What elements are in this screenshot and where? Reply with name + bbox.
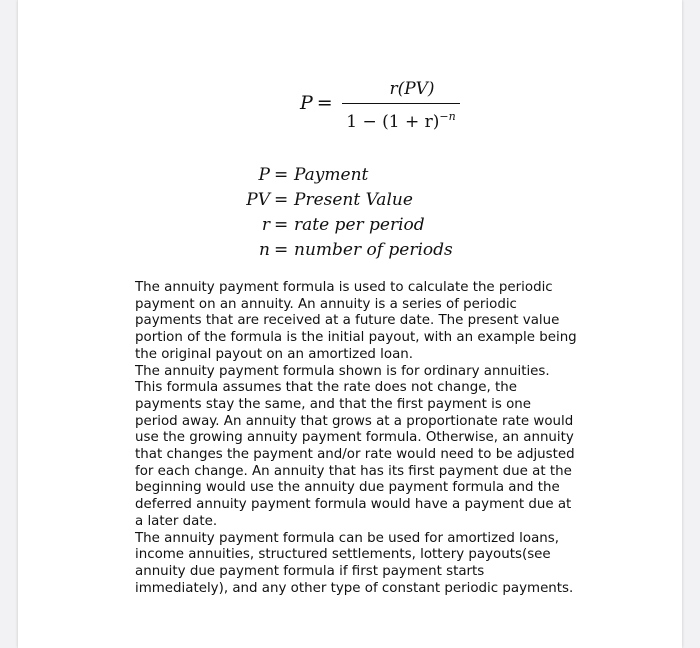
text-line: for each change. An annuity that has its first payment due at the bbox=[135, 463, 572, 479]
formula-numerator: r(PV) bbox=[389, 79, 435, 99]
text-line: payments that are received at a future date. The present value bbox=[135, 313, 560, 329]
definition-meaning: number of periods bbox=[294, 240, 453, 260]
fraction-bar bbox=[342, 103, 460, 104]
text-line: period away. An annuity that grows at a proportionate rate would bbox=[135, 413, 574, 429]
text-line: portion of the formula is the initial payout, with an example being bbox=[135, 330, 577, 346]
explanation-text bbox=[135, 280, 615, 597]
text-line: the original payout on an amortized loan. bbox=[135, 346, 414, 362]
definition-meaning: Payment bbox=[294, 165, 369, 185]
definition-symbol: r bbox=[261, 215, 270, 235]
text-line: beginning would use the annuity due payment formula and the bbox=[135, 480, 560, 496]
definition-meaning: rate per period bbox=[294, 215, 425, 235]
text-line: deferred annuity payment formula would have a payment due at bbox=[135, 497, 572, 513]
formula-denominator bbox=[342, 106, 460, 133]
text-line: This formula assumes that the rate does not change, the bbox=[135, 380, 517, 396]
formula-lhs bbox=[300, 92, 333, 114]
text-line: The annuity payment formula is used to calculate the periodic bbox=[135, 280, 553, 295]
document-page bbox=[18, 0, 682, 648]
definition-equals: = bbox=[274, 240, 289, 260]
text-line: a later date. bbox=[135, 513, 218, 529]
definition-symbol: P bbox=[258, 165, 270, 185]
definition-symbol: n bbox=[259, 240, 270, 260]
definition-equals: = bbox=[274, 165, 289, 185]
text-line: income annuities, structured settlements, lottery payouts(see bbox=[135, 547, 551, 563]
text-line: use the growing annuity payment formula. Otherwise, an annuity bbox=[135, 430, 574, 446]
denominator-exponent: −n bbox=[439, 110, 456, 123]
definition-equals: = bbox=[274, 215, 289, 235]
text-line: The annuity payment formula can be used for amortized loans, bbox=[135, 530, 559, 546]
text-line: payments stay the same, and that the first payment is one bbox=[135, 396, 532, 412]
text-line: payment on an annuity. An annuity is a series of periodic bbox=[135, 296, 517, 312]
formula-lhs-symbol: P bbox=[300, 92, 313, 114]
text-line: The annuity payment formula shown is for ordinary annuities. bbox=[135, 363, 550, 379]
formula-equals-sign: = bbox=[316, 92, 333, 114]
text-line: annuity due payment formula if first payment starts bbox=[135, 563, 485, 579]
denominator-base: 1 − (1 + r) bbox=[346, 112, 440, 132]
text-line: immediately), and any other type of constant periodic payments. bbox=[135, 580, 574, 596]
formula-fraction bbox=[342, 78, 460, 133]
text-line: that changes the payment and/or rate would need to be adjusted bbox=[135, 447, 575, 463]
definition-meaning: Present Value bbox=[294, 190, 413, 210]
definition-symbol: PV bbox=[246, 190, 270, 210]
definition-equals: = bbox=[274, 190, 289, 210]
